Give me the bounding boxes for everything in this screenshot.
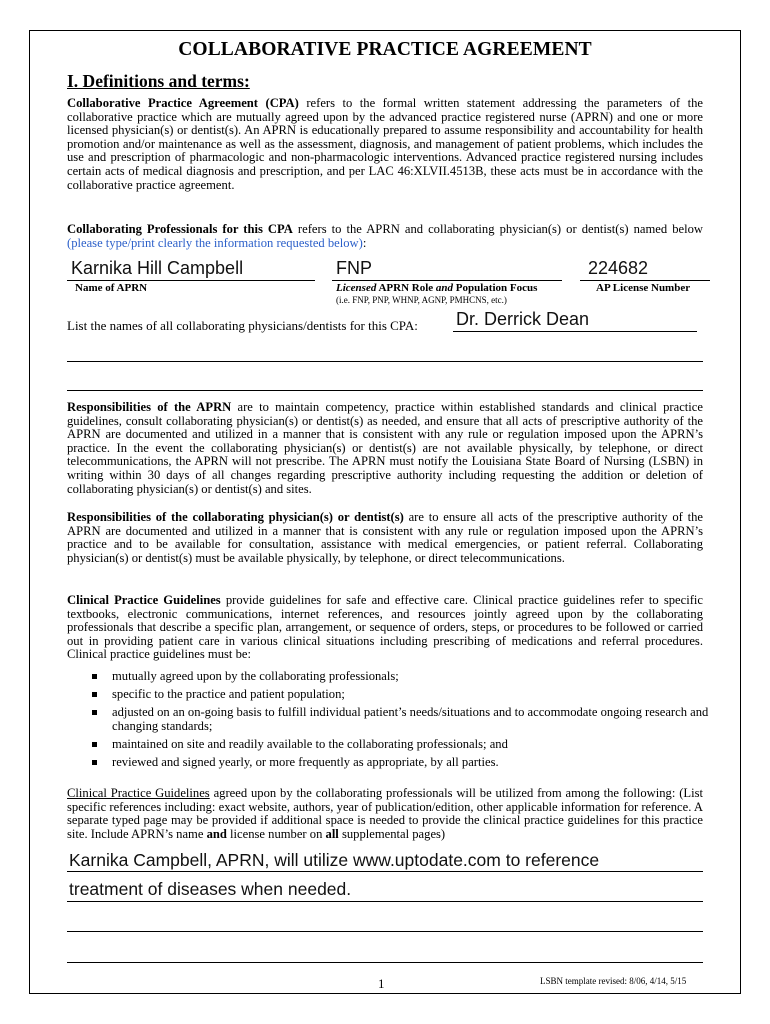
role-label-mid: APRN Role xyxy=(376,282,436,294)
resp-aprn-term: Responsibilities of the APRN xyxy=(67,400,232,414)
aprn-responsibilities-paragraph xyxy=(67,401,703,496)
revision-note: LSBN template revised: 8/06, 4/14, 5/15 xyxy=(540,976,687,986)
list-item: mutually agreed upon by the collaborating professionals; xyxy=(90,670,710,684)
cpa-term: Collaborative Practice Agreement (CPA) xyxy=(67,96,299,110)
collab-colon: : xyxy=(362,235,367,250)
resp-collab-term: Responsibilities of the collaborating physician(s) or dentist(s) xyxy=(67,510,404,524)
physicians-underline-1 xyxy=(453,331,697,332)
physicians-underline-3[interactable] xyxy=(67,390,703,391)
role-label-end: Population Focus xyxy=(453,282,538,294)
physicians-underline-2[interactable] xyxy=(67,361,703,362)
resp-collab-text: are to ensure all acts of the prescriptive authority of the APRN are documented and utilized in a manner that is consistent with any rule or regulation imposed upon the APRN’s practice and to be available for consultation, assistance with medical emergencies, or patient referral. Collaborating physician(s) or dentist(s) must be available physically, by telephone, or direct telecommunications. xyxy=(67,510,703,565)
aprn-role-underline xyxy=(332,280,562,281)
cpg-text-3: supplemental pages) xyxy=(338,826,446,841)
list-item: maintained on site and readily available to the collaborating professionals; and xyxy=(90,738,710,752)
document-title: COLLABORATIVE PRACTICE AGREEMENT xyxy=(178,39,592,60)
collab-text: refers to the APRN and collaborating physician(s) or dentist(s) named below xyxy=(292,222,704,236)
license-number-label: AP License Number xyxy=(596,282,691,294)
physicians-field[interactable]: Dr. Derrick Dean xyxy=(456,309,590,329)
license-number-field[interactable]: 224682 xyxy=(588,258,649,278)
guideline-entry-line-2[interactable]: treatment of diseases when needed. xyxy=(69,879,352,899)
aprn-name-label: Name of APRN xyxy=(75,282,148,294)
aprn-role-field[interactable]: FNP xyxy=(336,258,372,278)
cpg-text-2: license number on xyxy=(226,826,326,841)
aprn-role-hint: (i.e. FNP, PNP, WHNP, AGNP, PMHCNS, etc.) xyxy=(336,295,507,305)
collab-term: Collaborating Professionals for this CPA xyxy=(67,222,293,236)
cpg-text-1: agreed upon by the collaborating professionals will be utilized from among the following: (List specific references including: exact website, authors, year of publication/edition, other applicable information for reference. A separate typed page may be provided if additional space is needed to provide the clinical practice guidelines for this practice site. Include APRN’s name xyxy=(67,786,703,841)
aprn-name-underline xyxy=(67,280,315,281)
list-item: reviewed and signed yearly, or more frequently as appropriate, by all parties. xyxy=(90,756,710,770)
collab-responsibilities-paragraph xyxy=(67,511,703,565)
cpa-definition-paragraph xyxy=(67,97,703,192)
guidelines-paragraph xyxy=(67,594,703,662)
aprn-name-field[interactable]: Karnika Hill Campbell xyxy=(71,258,244,278)
list-item: adjusted on an on-going basis to fulfill individual patient’s needs/situations and to accommodate ongoing research and changing standards; xyxy=(90,706,710,733)
collab-instruction: (please type/print clearly the information requested below) xyxy=(67,235,363,250)
role-label-and: and xyxy=(435,282,454,294)
entry-underline-1 xyxy=(67,871,703,872)
list-item: specific to the practice and patient population; xyxy=(90,688,710,702)
cpa-definition-text: refers to the formal written statement addressing the parameters of the collaborative practice which are mutually agreed upon by the advanced practice registered nurse (APRN) and one or more licensed physician(s) or dentist(s). An APRN is educationally prepared to assume responsibility and accountability for health promotion and/or maintenance as well as the assessment, diagnosis, and management of patient problems, which includes the use and prescription of pharmacologic and non-pharmacologic interventions. Advanced practice registered nursing includes certain acts of medical diagnosis and prescription, and per LAC 46:XLVII.4513B, these acts must be in accordance with the collaborative practice agreement. xyxy=(67,96,704,192)
cpg-term: Clinical Practice Guidelines xyxy=(67,786,210,800)
entry-underline-4[interactable] xyxy=(67,962,703,963)
guidelines-text: provide guidelines for safe and effective care. Clinical practice guidelines refer to specific textbooks, electronic communications, internet references, and resources jointly agreed upon by the collaborating professionals that describe a specific plan, arrangement, or sequence of orders, steps, or procedures to be followed or carried out in providing patient care in various clinical situations including prescribing of medications and referral procedures. Clinical practice guidelines must be: xyxy=(67,593,703,662)
section-heading-definitions: I. Definitions and terms: xyxy=(67,71,250,91)
collaborating-professionals-paragraph xyxy=(67,223,703,250)
entry-underline-3[interactable] xyxy=(67,931,703,932)
guidelines-term: Clinical Practice Guidelines xyxy=(67,593,221,607)
resp-aprn-text: are to maintain competency, practice within established standards and clinical practice guidelines, consult collaborating physician(s) or dentist(s) as needed, and ensure that all acts of prescriptive authority of the APRN are documented and utilized in a manner that is consistent with any rule or regulation imposed upon the APRN’s practice. In the event the collaborating physician(s) or dentist(s) are not available physically, by telephone, or direct telecommunications, the APRN will not prescribe. The APRN must notify the Louisiana State Board of Nursing (LSBN) in writing within 30 days of all changes regarding prescriptive authority including requesting the addition or deletion of collaborating physician(s) or dentist(s) and sites. xyxy=(67,400,703,496)
cpg-bold-all: all xyxy=(325,826,339,841)
aprn-role-label xyxy=(336,282,537,294)
guideline-entry-line-1[interactable]: Karnika Campbell, APRN, will utilize www.uptodate.com to reference xyxy=(69,850,600,870)
guidelines-references-paragraph xyxy=(67,787,703,841)
cpg-bold-and: and xyxy=(206,826,227,841)
guidelines-requirements-list xyxy=(90,670,710,774)
entry-underline-2 xyxy=(67,901,703,902)
physicians-list-label: List the names of all collaborating physicians/dentists for this CPA: xyxy=(67,318,418,333)
role-label-licensed: Licensed xyxy=(336,282,377,294)
page-number: 1 xyxy=(378,976,385,991)
license-number-underline xyxy=(580,280,710,281)
